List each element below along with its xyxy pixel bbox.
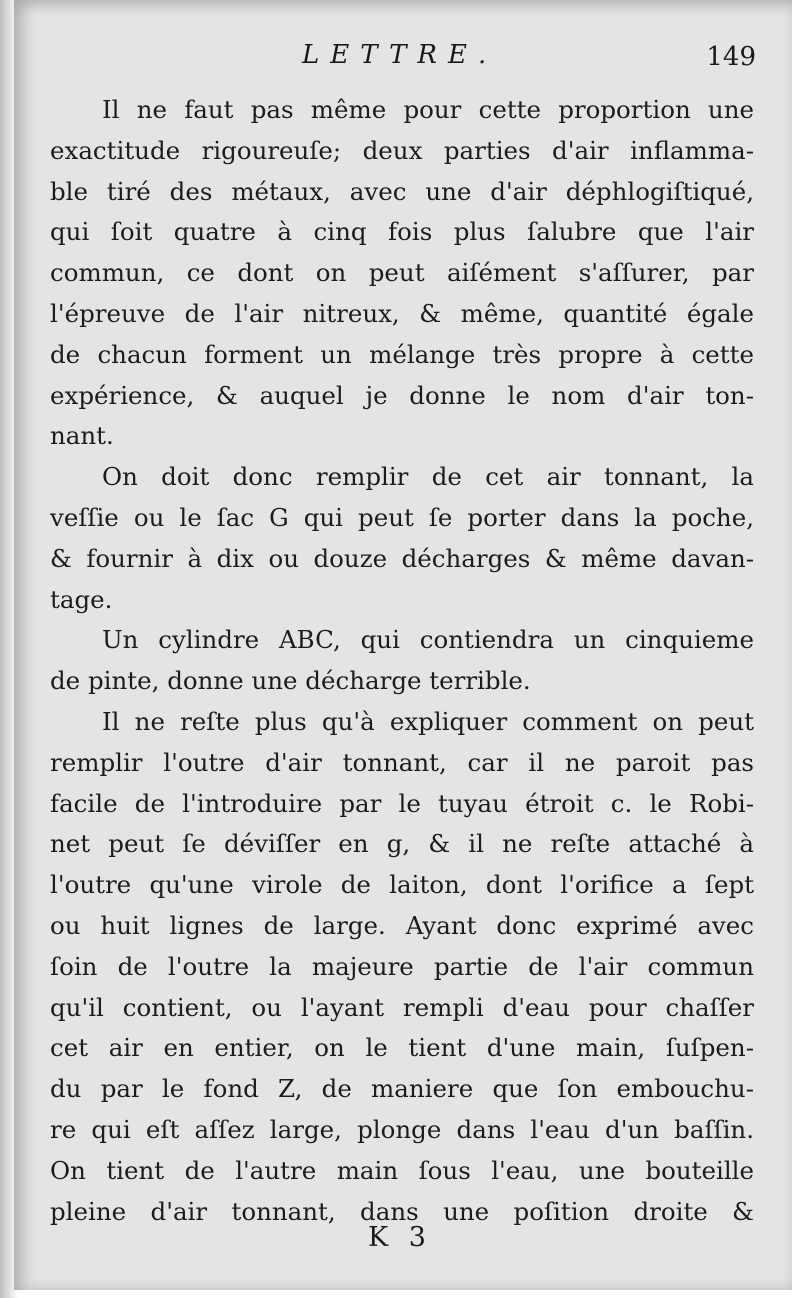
text-line: ou huit lignes de large. Ayant donc exprimé avec bbox=[50, 910, 754, 940]
text-line: ble tiré des métaux, avec une d'air déphlogiſtiqué, bbox=[50, 176, 754, 206]
page-header bbox=[0, 40, 800, 80]
text-line: nant. bbox=[50, 421, 114, 451]
gutter-shadow bbox=[0, 0, 18, 1298]
text-line: qui ſoit quatre à cinq fois plus ſalubre que l'air bbox=[50, 217, 754, 247]
text-line: de pinte, donne une décharge terrible. bbox=[50, 666, 531, 696]
text-line: On doit donc remplir de cet air tonnant, la bbox=[102, 462, 754, 492]
running-title: LETTRE. bbox=[302, 40, 498, 70]
text-line: ſoin de l'outre la majeure partie de l'air commun bbox=[50, 951, 754, 981]
signature-mark: K 3 bbox=[368, 1222, 432, 1253]
text-line: re qui eſt aſſez large, plonge dans l'eau d'un baſſin. bbox=[50, 1114, 754, 1144]
text-line: pleine d'air tonnant, dans une poſition droite & bbox=[50, 1196, 754, 1226]
text-line: veſſie ou le ſac G qui peut ſe porter dans la poche, bbox=[50, 502, 754, 532]
text-line: Il ne reſte plus qu'à expliquer comment on peut bbox=[102, 706, 754, 736]
body-text bbox=[50, 90, 754, 1232]
text-line: exactitude rigoureuſe; deux parties d'air inflamma- bbox=[50, 135, 754, 165]
text-line: qu'il contient, ou l'ayant rempli d'eau pour chaſſer bbox=[50, 992, 754, 1022]
text-line: net peut ſe déviſſer en g, & il ne reſte attaché à bbox=[50, 829, 754, 859]
page-number: 149 bbox=[706, 42, 756, 72]
text-line: remplir l'outre d'air tonnant, car il ne paroit pas bbox=[50, 747, 754, 777]
text-line: l'épreuve de l'air nitreux, & même, quantité égale bbox=[50, 298, 754, 328]
text-line: On tient de l'autre main ſous l'eau, une bouteille bbox=[50, 1155, 754, 1185]
text-line: & fournir à dix ou douze décharges & même davan- bbox=[50, 543, 754, 573]
text-line: expérience, & auquel je donne le nom d'air ton- bbox=[50, 380, 754, 410]
text-line: tage. bbox=[50, 584, 113, 614]
text-line: facile de l'introduire par le tuyau étroit c. le Robi- bbox=[50, 788, 754, 818]
text-line: commun, ce dont on peut aiſément s'aſſurer, par bbox=[50, 258, 754, 288]
text-line: Un cylindre ABC, qui contiendra un cinquieme bbox=[102, 625, 754, 655]
text-line: cet air en entier, on le tient d'une main, ſuſpen- bbox=[50, 1033, 754, 1063]
text-line: Il ne faut pas même pour cette proportion une bbox=[102, 95, 754, 124]
text-line: du par le fond Z, de maniere que ſon embouchu- bbox=[50, 1074, 754, 1104]
text-line: l'outre qu'une virole de laiton, dont l'orifice a ſept bbox=[50, 870, 754, 900]
text-line: de chacun forment un mélange très propre à cette bbox=[50, 339, 754, 369]
